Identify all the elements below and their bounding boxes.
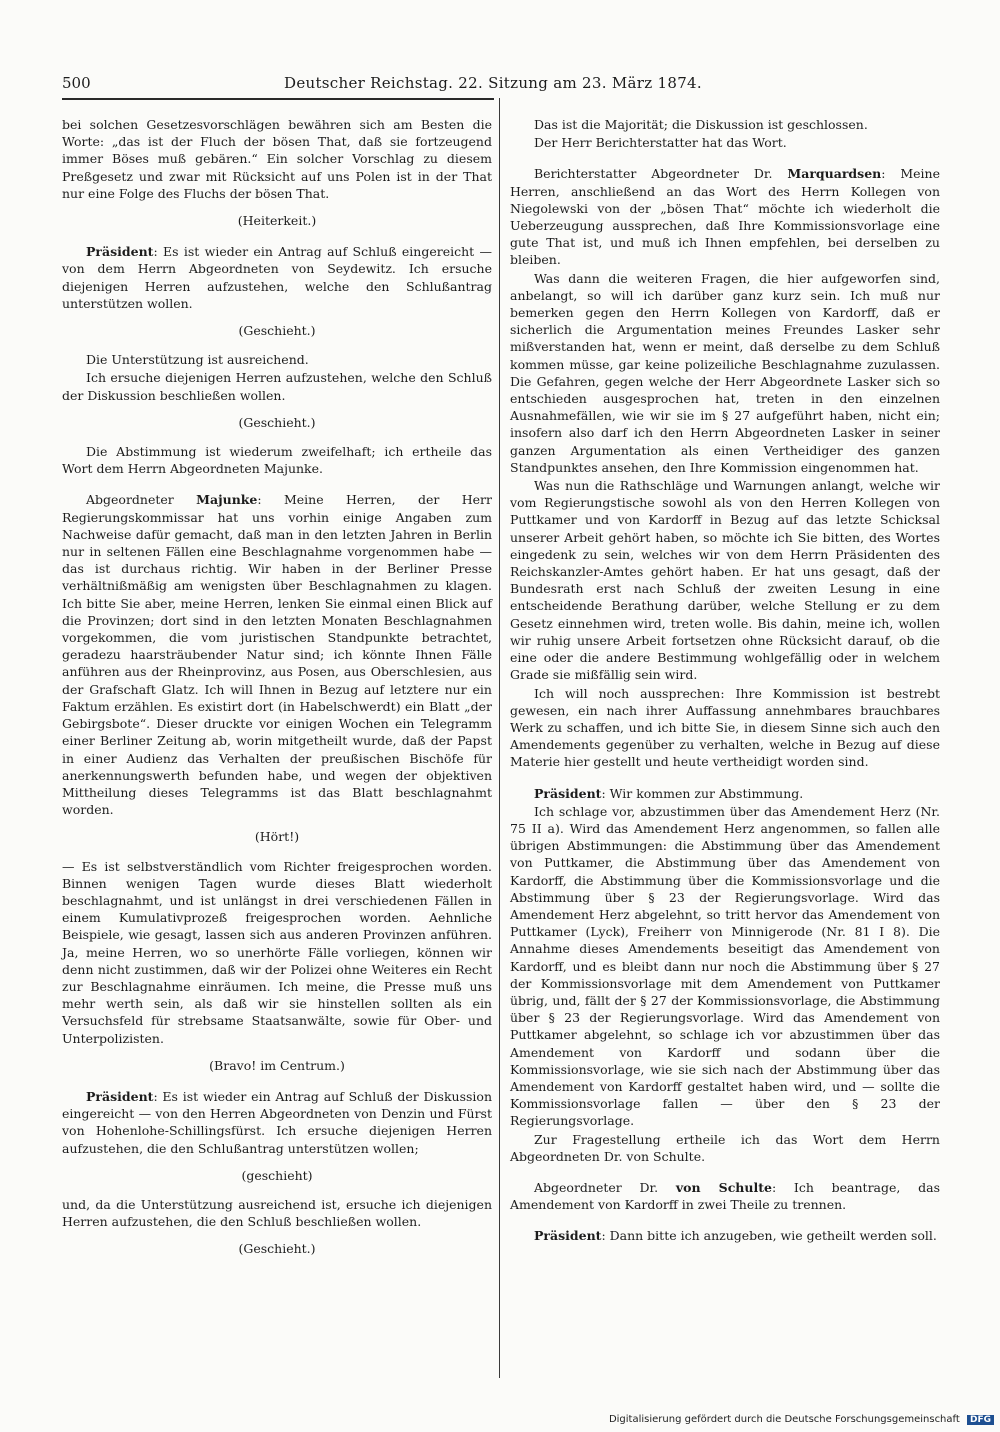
speaker-name: Präsident [86,244,154,260]
speaker-name: Präsident [534,785,602,801]
stage-direction: (Geschieht.) [238,1241,316,1257]
speech-text: : Meine Herren, anschließend an das Wort des Herrn Kollegen von Niegolewski von der „bösen That“ möchte ich wiederholt die Ueberzeugung aussprechen, daß Ihre Kommissionsvorlage eine gute That ist, und muß ich Ihnen empfehlen, bei derselben zu bleiben. [510,166,941,268]
page-header [62,70,702,96]
speech-text: : Wir kommen zur Abstimmung. [601,785,804,801]
paragraph: Was nun die Rathschläge und Warnungen anlangt, welche wir vom Regierungstische sowohl als von den Herren Kollegen von Puttkamer und von Kardorff in Bezug auf das letzte Schicksal unserer Arbeit gehört haben, so möchte ich Sie bitten, des Wortes eingedenk zu sein, welches wir von dem Herrn Präsidenten des Reichskanzler-Amtes gehört haben. Er hat uns gesagt, daß der Bundesrath erst nach Schluß der zweiten Lesung in eine entscheidende Berathung darüber, welche Stellung er zu dem Gesetz einnehmen wird, treten wolle. Bis dahin, meine ich, wollen wir ruhig unsere Arbeit fortsetzen ohne Rücksicht darauf, ob die eine oder die andere Bestimmung wohlgefällig oder in welchem Grade sie mißfällig sein wird. [510,478,940,683]
speech-paragraph [62,491,492,818]
stage-direction: (Bravo! im Centrum.) [209,1057,345,1073]
stage-direction: (Geschieht.) [238,323,316,339]
speech-paragraph [510,1227,940,1244]
paragraph: Ich ersuche diejenigen Herren aufzustehen, welche den Schluß der Diskussion beschließen wollen. [62,370,492,403]
stage-direction: (Geschieht.) [238,414,316,430]
dfg-logo: DFG [967,1415,994,1425]
right-column [510,116,940,1246]
speech-paragraph [62,243,492,312]
speech-text: : Dann bitte ich anzugeben, wie getheilt werden soll. [601,1228,937,1244]
paragraph: und, da die Unterstützung ausreichend ist, ersuche ich diejenigen Herren aufzustehen, die den Schluß beschließen wollen. [62,1196,492,1230]
speech-paragraph [510,1179,940,1213]
paragraph: Der Herr Berichterstatter hat das Wort. [534,135,787,151]
speaker-name: von Schulte [675,1179,772,1195]
speaker-title: Abgeordneter Dr. [534,1179,676,1195]
paragraph: Die Unterstützung ist ausreichend. [86,352,309,368]
header-rule [62,98,494,100]
speech-paragraph [510,785,940,802]
paragraph: Was dann die weiteren Fragen, die hier aufgeworfen sind, anbelangt, so will ich darüber ganz kurz sein. Ich muß nur bemerken gegen den Herrn Kollegen von Kardorff, daß er sicherlich die Argumentation meines Freundes Lasker sehr mißverstanden hat, wenn er meint, daß derselbe zu dem Schluß kommen müsse, gar keine polizeiliche Beschlagnahme zuzulassen. Die Gefahren, gegen welche der Herr Abgeordnete Lasker sich so entschieden ausgesprochen hat, treten in den einzelnen Ausnahmefällen, wie wir sie im § 27 aufgeführt haben, nicht ein; insofern also darf ich den Herrn Abgeordneten Lasker in seiner ganzen Argumentation als einen Vertheidiger des ganzen Standpunktes ansehen, den Ihre Kommission eingenommen hat. [510,270,940,475]
speaker-title: Abgeordneter [86,492,197,508]
paragraph: Die Abstimmung ist wiederum zweifelhaft; ich ertheile das Wort dem Herrn Abgeordneten Majunke. [62,444,492,477]
footer-text: Digitalisierung gefördert durch die Deutsche Forschungsgemeinschaft [608,1414,960,1425]
stage-direction: (Heiterkeit.) [237,213,317,229]
paragraph: Zur Fragestellung ertheile ich das Wort dem Herrn Abgeordneten Dr. von Schulte. [510,1131,940,1164]
speaker-name: Präsident [534,1228,602,1244]
speaker-name: Präsident [86,1088,154,1104]
speech-paragraph [510,165,940,268]
footer-credit [609,1414,994,1425]
speech-text: : Es ist wieder ein Antrag auf Schluß der Diskussion eingereicht — von den Herren Abgeordneten von Denzin und Fürst von Hohenlohe-Schillingsfürst. Ich ersuche diejenigen Herren aufzustehen, die den Schlußantrag unterstützen wollen; [62,1088,492,1156]
stage-direction: (Hört!) [254,829,300,845]
paragraph: bei solchen Gesetzesvorschlägen bewähren sich am Besten die Worte: „das ist der Fluch der bösen That, daß sie fortzeugend immer Böses muß gebären.“ Ein solcher Vorschlag zu diesem Preßgesetz und zwar mit Rücksicht auf uns Polen ist in der That nur eine Folge des Fluchs der bösen That. [62,117,492,201]
speaker-name: Marquardsen [787,166,882,182]
left-column [62,116,492,1270]
speech-text: : Es ist wieder ein Antrag auf Schluß eingereicht — von dem Herrn Abgeordneten von Seydewitz. Ich ersuche diejenigen Herren aufzustehen, welche den Schlußantrag unterstützen wollen. [62,244,492,311]
speech-text: : Meine Herren, der Herr Regierungskommissar hat uns vorhin einige Angaben zum Nachweise dafür gemacht, daß man in den letzten Jahren in Berlin nur in seltenen Fällen eine Beschlagnahme vorgenommen habe — das ist durchaus richtig. Wir haben in der Berliner Presse verhältnißmäßig am wenigsten über Beschlagnahmen zu klagen. Ich bitte Sie aber, meine Herren, lenken Sie einmal einen Blick auf die Provinzen; dort sind in den letzten Monaten Beschlagnahmen vorgekommen, die vom juristischen Standpunkte betrachtet, geradezu haarsträubender Natur sind; ich könnte Ihnen Fälle anführen aus der Rheinprovinz, aus Posen, aus Oberschlesien, aus der Grafschaft Glatz. Ich will Ihnen in Bezug auf letztere nur ein Faktum erzählen. Es existirt dort (in Habelschwerdt) ein Blatt „der Gebirgsbote“. Dieser druckte vor einigen Wochen ein Telegramm einer Berliner Zeitung ab, worin mitgetheilt wurde, daß der Papst in einer Audienz das Verhalten der preußischen Bischöfe für anerkennungswerth befunden habe, und wegen der objektiven Mittheilung dieses Telegramms ist das Blatt beschlagnahmt worden. [62,492,492,818]
page-title: Deutscher Reichstag. 22. Sitzung am 23. März 1874. [284,74,702,92]
speech-text: : Ich beantrage, das Amendement von Kardorff in zwei Theile zu trennen. [510,1179,940,1213]
column-divider [499,98,500,1378]
paragraph: Ich schlage vor, abzustimmen über das Amendement Herz (Nr. 75 II a). Wird das Amendement Herz angenommen, so fallen alle übrigen Abstimmungen: die Abstimmung über das Amendement von Puttkamer, die Abstimmung über das Amendement von Kardorff, die Abstimmung über die Kommissionsvorlage und die Abstimmung über § 23 der Regierungsvorlage. Wird das Amendement Herz abgelehnt, so tritt hervor das Amendement von Puttkamer (Lyck), Freiherr von Minnigerode (Nr. 81 I 8). Die Annahme dieses Amendements beseitigt das Amendement von Kardorff, und es bleibt dann nur noch die Abstimmung über § 27 der Kommissionsvorlage mit dem Amendement von Puttkamer übrig, und, fällt der § 27 der Kommissionsvorlage, die Abstimmung über § 23 der Regierungsvorlage. Wird das Amendement von Puttkamer abgelehnt, so schlage ich vor abzustimmen über das Amendement von Kardorff und sodann über die Kommissionsvorlage, wie sie sich nach der Abstimmung über das Amendement von Kardorff gestaltet haben wird, und — sollte die Kommissionsvorlage fallen — über den § 23 der Regierungsvorlage. [510,803,940,1129]
speech-paragraph [62,1088,492,1157]
paragraph: Das ist die Majorität; die Diskussion ist geschlossen. [534,117,868,132]
page-number: 500 [62,74,91,92]
paragraph: Ich will noch aussprechen: Ihre Kommission ist bestrebt gewesen, ein nach ihrer Auffassung annehmbares brauchbares Werk zu schaffen, und ich bitte Sie, in diesem Sinne sich auch den Amendements gegenüber zu verhalten, welche in Bezug auf diese Materie hier gestellt und heute vertheidigt worden sind. [510,685,940,770]
stage-direction: (geschieht) [241,1167,313,1183]
speaker-title: Berichterstatter Abgeordneter Dr. [534,166,788,182]
speaker-name: Majunke [196,492,258,508]
paragraph: — Es ist selbstverständlich vom Richter freigesprochen worden. Binnen wenigen Tagen wurde dieses Blatt wiederholt beschlagnahmt, und ist unlängst in drei verschiedenen Fällen in einem Kumulativprozeß freigesprochen worden. Aehnliche Beispiele, wie gesagt, lassen sich aus anderen Provinzen anführen. Ja, meine Herren, wo so unerhörte Fälle vorliegen, können wir denn nicht zustimmen, daß wir der Polizei ohne Weiteres ein Recht zur Beschlagnahme einräumen. Ich meine, die Presse muß uns mehr werth sein, als daß wir sie hinstellen sollten als ein Versuchsfeld für strebsame Staatsanwälte, sowie für Ober- und Unterpolizisten. [62,858,492,1046]
